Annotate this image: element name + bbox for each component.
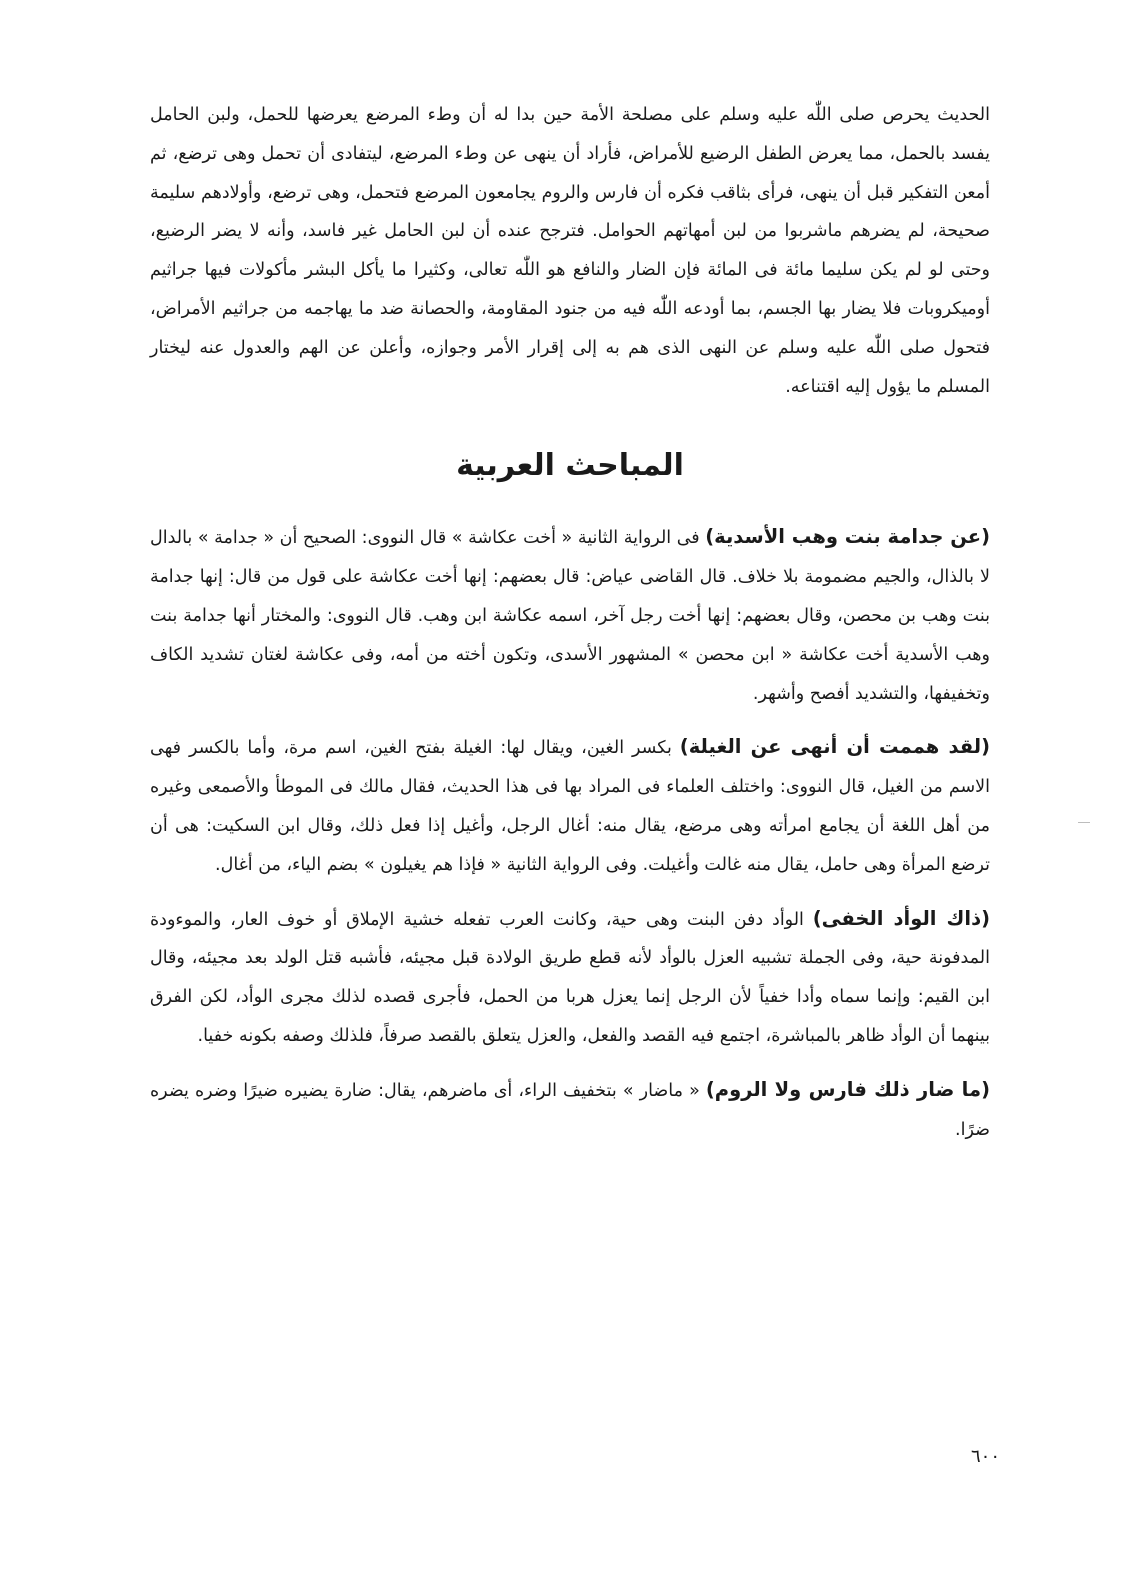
text-ghila: بكسر الغين، ويقال لها: الغيلة بفتح الغين، اسم مرة، وأما بالكسر فهى الاسم من الغيل، قال النووى: واختلف العلماء فى المراد بها فى هذا الحديث، فقال مالك فى الموطأ والأصمعى وغيره من أهل اللغة أن يجامع امرأته وهى مرضع، يقال منه: أغال الرجل، وأغيل إذا فعل ذلك، وقال ابن السكيت: هى أن ترضع المرأة وهى حامل، يقال منه غالت وأغيلت. وفى الرواية الثانية « فإذا هم يغيلون » بضم الياء، من أغال. — [150, 738, 990, 875]
paragraph-faris — [150, 1071, 990, 1150]
intro-paragraph: الحديث يحرص صلى اللّٰه عليه وسلم على مصلحة الأمة حين بدا له أن وطء المرضع يعرضها للحمل، ولبن الحامل يفسد بالحمل، مما يعرض الطفل الرضيع للأمراض، فأراد أن ينهى عن وطء المرضع، ليتفادى أن تحمل وهى ترضع، ثم أمعن التفكير قبل أن ينهى، فرأى بثاقب فكره أن فارس والروم يجامعون المرضع فتحمل، وهى ترضع، وأولادهم سليمة صحيحة، لم يضرهم ماشربوا من لبن أمهاتهم الحوامل. فترجح عنده أن لبن الحامل غير فاسد، وأنه لا يضر الرضيع، وحتى لو لم يكن سليما مائة فى المائة فإن الضار والنافع هو اللّٰه تعالى، وكثيرا ما يأكل البشر مأكولات فيها جراثيم أوميكروبات فلا يضار بها الجسم، بما أودعه اللّٰه فيه من جنود المقاومة، والحصانة ضد ما يهاجمه من جراثيم الأمراض، فتحول صلى اللّٰه عليه وسلم عن النهى الذى هم به إلى إقرار الأمر وجوازه، وأعلن عن الهم والعدول عنه ليختار المسلم ما يؤول إليه اقتناعه. — [150, 105, 990, 397]
lead-faris: (ما ضار ذلك فارس ولا الروم) — [705, 1077, 990, 1101]
lead-judama: (عن جدامة بنت وهب الأسدية) — [705, 525, 990, 549]
lead-wad: (ذاك الوأد الخفى) — [812, 906, 990, 930]
page-number: ٦٠٠ — [970, 1446, 1000, 1467]
section-heading: المباحث العربية — [456, 448, 684, 484]
paragraph-ghila — [150, 728, 990, 884]
lead-ghila: (لقد هممت أن أنهى عن الغيلة) — [679, 735, 990, 759]
page-body — [150, 96, 990, 1164]
text-judama: فى الرواية الثانية « أخت عكاشة » قال النووى: الصحيح أن « جدامة » بالدال لا بالذال، والجيم مضمومة بلا خلاف. قال القاضى عياض: قال بعضهم: إنها أخت عكاشة على قول من قال: إنها جدامة بنت وهب بن محصن، وقال بعضهم: إنها أخت رجل آخر، اسمه عكاشة ابن وهب. قال النووى: والمختار أنها جدامة بنت وهب الأسدية أخت عكاشة « ابن محصن » المشهور الأسدى، وتكون أخته من أمه، وفى عكاشة لغتان تشديد الكاف وتخفيفها، والتشديد أفصح وأشهر. — [150, 528, 990, 704]
text-faris: « ماضار » بتخفيف الراء، أى ماضرهم، يقال: ضارة يضيره ضيرًا وضره يضره ضرًا. — [150, 1080, 990, 1140]
paragraph-wad — [150, 900, 990, 1056]
text-wad: الوأد دفن البنت وهى حية، وكانت العرب تفعله خشية الإملاق أو خوف العار، والموءودة المدفونة حية، وفى الجملة تشبيه العزل بالوأد لأنه قطع طريق الولادة قبل مجيئه، فأشبه قتل الولد بعد مجيئه، وقال ابن القيم: وإنما سماه وأدا خفياً لأن الرجل إنما يعزل هربا من الحمل، فأجرى قصده لذلك مجرى الوأد، لكن الفرق بينهما أن الوأد ظاهر بالمباشرة، اجتمع فيه القصد والفعل، والعزل يتعلق بالقصد صرفاً، فلذلك وصفه بكونه خفيا. — [150, 909, 990, 1046]
margin-mark — [1078, 822, 1090, 823]
paragraph-judama — [150, 518, 990, 713]
